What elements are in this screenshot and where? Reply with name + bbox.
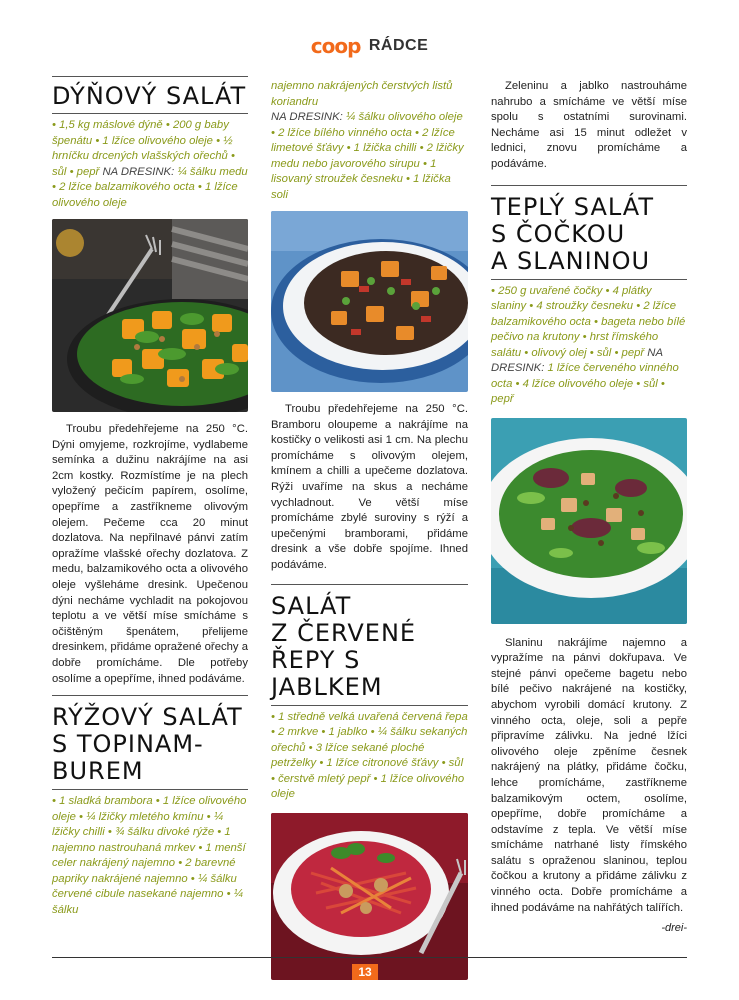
dressing-list: ¼ šálku olivového oleje • 2 lžíce bílého vinného octa • 2 lžíce limetové šťávy • 1 lžička chilli • 2 lžičky medu nebo javorového sirupu • 1 lisovaný stroužek česneku • 1 lžička soli <box>271 111 464 201</box>
recipe-title <box>271 593 468 701</box>
title-line: TEPLÝ SALÁT <box>491 192 655 221</box>
rice-salad-image <box>271 211 468 392</box>
lentil-salad-image <box>491 418 687 624</box>
column-2 <box>271 79 468 980</box>
footer-rule <box>52 957 687 958</box>
title-line: RÝŽOVÝ SALÁT <box>52 703 243 732</box>
instructions: Slaninu nakrájíme najemno a vypražíme na pánvi dokřupava. Ve stejné pánvi opečeme bagetu nebo bílé pečivo nakrájené na kostičky, abychom vyrobili domácí krutony. Z vinného octa, oleje, soli a pepře připravíme zálivku. Na jedné lžíci olivového oleje zpěníme česnek nakrájený na plátky, přidáme čočku, lehce promícháme, zastříkneme balzamikovým octem, osolíme, opepříme, dobře promícháme a odstavíme z tepla. Ve větší míse smícháme natrhané listy římského salátu s opraženou slaninou, teplou čočkou a krutony a přidáme zálivku z vinného octa. Dobře promícháme a ihned podáváme na nahřátých talířích. <box>491 636 687 914</box>
dressing-label: NA DRESINK: <box>271 111 343 123</box>
coop-logo: coop <box>310 34 361 58</box>
ingredients <box>271 710 468 803</box>
column-3 <box>491 79 687 934</box>
ingredients <box>491 284 687 408</box>
divider <box>271 584 468 585</box>
column-1 <box>52 76 248 918</box>
divider <box>491 185 687 186</box>
lentil-salad-photo <box>491 418 687 624</box>
author-signature: -drei- <box>661 922 687 935</box>
ingredient-list: • 1,5 kg máslové dýně • 200 g baby špenátu • 1 lžíce olivového oleje • ½ hrníčku drcených vlašských ořechů • sůl • pepř <box>52 119 235 178</box>
divider <box>52 789 248 790</box>
ingredient-list: • 1 sladká brambora • 1 lžíce olivového oleje • ¼ lžičky mletého kmínu • ¼ lžičky chilli • ¾ šálku divoké rýže • 1 najemno nastrouhaná mrkev • 1 menší celer nakrájený najemno • 2 barevné papriky nakrájené najemno • ¼ šálku červené cibule nasekané najemno • ¼ šálku <box>52 795 247 916</box>
ingredient-list: • 1 středně velká uvařená červená řepa • 2 mrkve • 1 jablko • ¼ šálku sekaných ořechů • 3 lžíce sekané ploché petrželky • 1 lžíce citronové šťávy • sůl • čerstvě mletý pepř • 1 lžíce olivového oleje <box>271 710 468 801</box>
recipe-title <box>491 194 687 275</box>
recipe-text <box>491 79 687 173</box>
recipe-title <box>52 83 248 114</box>
title-line: Z ČERVENÉ <box>271 618 417 647</box>
recipe-text <box>52 422 248 687</box>
title-line: DÝŇOVÝ SALÁT <box>52 82 247 110</box>
rubric-title: RÁDCE <box>368 37 429 54</box>
ingredients <box>52 794 248 918</box>
recipe-text <box>491 636 687 917</box>
title-line: ŘEPY S JABLKEM <box>271 645 383 701</box>
dressing-list: ¼ šálku medu • 2 lžíce balzamikového octa • 1 lžíce olivového oleje <box>52 165 248 209</box>
pumpkin-salad-image <box>52 219 248 412</box>
page-number: 13 <box>352 964 378 980</box>
recipe-text <box>271 402 468 574</box>
instructions: Troubu předehřejeme na 250 °C. Dýni omyjeme, rozkrojíme, vydlabeme semínka a dužinu nakrájíme na asi 2cm kostky. Rozmístíme je na plech vyložený pečicím papírem, osolíme, opepříme a zastříkneme olivovým olejem. Pečeme cca 20 minut dozlatova. Na nepřilnavé pánvi zatím opražíme vlašské ořechy dozlatova. Z medu, balzamikového octa a olivového oleje vyšleháme dresink. Upečenou dýni necháme vychladit na pokojovou teplotu a ve větší míse smícháme s očištěným špenátem, přelijeme dresinkem, přidáme opražené ořechy a dobře promícháme. Dle potřeby osolíme a opepříme, ihned podáváme. <box>52 423 248 685</box>
beetroot-salad-photo <box>271 813 468 980</box>
divider <box>491 279 687 280</box>
beetroot-salad-image <box>271 813 468 980</box>
page-header <box>0 34 739 58</box>
dressing-list: 1 lžíce červeného vinného octa • 4 lžíce olivového oleje • sůl • pepř <box>491 362 679 406</box>
divider <box>271 705 468 706</box>
title-line: SALÁT <box>271 591 352 620</box>
divider <box>52 695 248 696</box>
dressing-label: NA DRESINK: <box>491 346 663 375</box>
ingredients-continued <box>271 79 468 203</box>
ingredient-list: najemno nakrájených čerstvých listů koriandru <box>271 80 453 108</box>
instructions: Troubu předehřejeme na 250 °C. Bramboru oloupeme a nakrájíme na kostičky o velikosti asi 1 cm. Na plechu promícháme s olivovým olejem, kmínem a chilli a upečeme dozlatova. Rýži uvaříme na skus a necháme vychladnout. Ve větší míse promícháme zbylé suroviny s rýží a upečenými bramborami, přidáme dresink a vše dobře spojíme. Ihned podáváme. <box>271 403 468 571</box>
ingredient-list: • 250 g uvařené čočky • 4 plátky slaniny • 4 stroužky česneku • 2 lžíce balzamikového octa • bageta nebo bílé pečivo na krutony • hrst římského salátu • olivový olej • sůl • pepř <box>491 284 686 359</box>
dressing-label: NA DRESINK: <box>102 165 175 178</box>
ingredients <box>52 118 248 211</box>
divider <box>52 76 248 77</box>
title-line: A SLANINOU <box>491 246 651 275</box>
recipe-title <box>52 704 248 785</box>
instructions: Zeleninu a jablko nastrouháme nahrubo a smícháme ve větší míse spolu s ostatními surovinami. Necháme asi 15 minut odležet v lednici, znovu promícháme a podáváme. <box>491 80 687 170</box>
title-line: S TOPINAM- <box>52 730 204 759</box>
title-line: S ČOČKOU <box>491 219 626 248</box>
pumpkin-salad-photo <box>52 219 248 412</box>
title-line: BUREM <box>52 757 144 786</box>
rice-salad-photo <box>271 211 468 392</box>
